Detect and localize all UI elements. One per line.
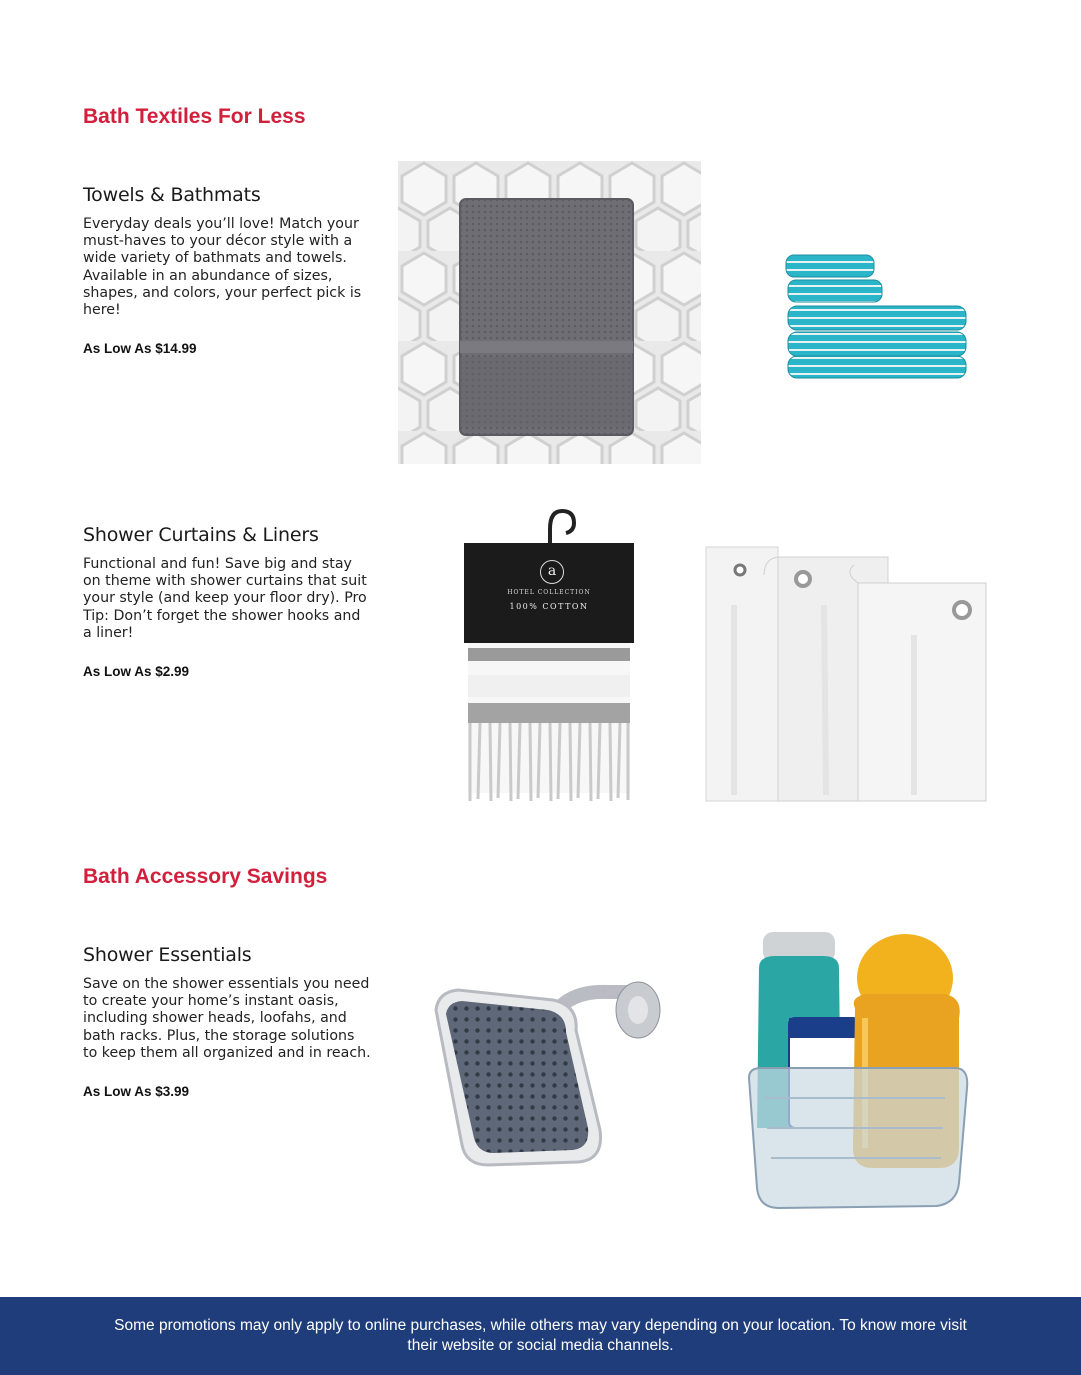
- shower-curtains-liners-price: As Low As $2.99: [83, 664, 190, 680]
- gray-towel-on-hex-tile-photo: [398, 161, 701, 464]
- striped-teal-towel-stack-photo: [778, 250, 1024, 400]
- shower-caddy-with-bottles-photo: [745, 928, 975, 1223]
- striped-cotton-curtain-on-hanger-photo: [458, 505, 640, 805]
- section-title-bath-accessory: Bath Accessory Savings: [83, 865, 328, 888]
- clear-shower-liners-photo: [704, 545, 989, 805]
- package-collection-label: HOTEL COLLECTION: [507, 589, 591, 596]
- towels-bathmats-description: Everyday deals you’ll love! Match your must-haves to your décor style with a wide variety of bathmats and towels. Available in an abundance of sizes, shapes, and colors, your perfect pick is here!: [83, 216, 362, 319]
- towels-bathmats-heading: Towels & Bathmats: [83, 184, 261, 206]
- towels-bathmats-block: [83, 184, 373, 356]
- package-brand-badge: a: [540, 560, 564, 584]
- shower-essentials-block: [83, 944, 373, 1099]
- shower-essentials-description: Save on the shower essentials you need to create your home’s instant oasis, including shower heads, loofahs, and bath racks. Plus, the storage solutions to keep them all organized and in reach.: [83, 976, 371, 1061]
- shower-essentials-price: As Low As $3.99: [83, 1084, 190, 1100]
- chrome-shower-head-photo: [428, 970, 668, 1170]
- shower-curtains-liners-description: Functional and fun! Save big and stay on theme with shower curtains that suit your style (and keep your floor dry). Pro Tip: Don’t forget the shower hooks and a liner!: [83, 556, 367, 641]
- towels-bathmats-price: As Low As $14.99: [83, 341, 197, 357]
- disclaimer-footer: [0, 1297, 1081, 1375]
- shower-curtains-liners-block: [83, 524, 373, 679]
- package-material-label: 100% COTTON: [509, 602, 589, 611]
- shower-curtains-liners-heading: Shower Curtains & Liners: [83, 524, 319, 546]
- disclaimer-text: Some promotions may only apply to online purchases, while others may vary depending on your location. To know more visit their website or social media channels.: [114, 1317, 967, 1354]
- section-title-bath-textiles: Bath Textiles For Less: [83, 105, 306, 128]
- shower-essentials-heading: Shower Essentials: [83, 944, 252, 966]
